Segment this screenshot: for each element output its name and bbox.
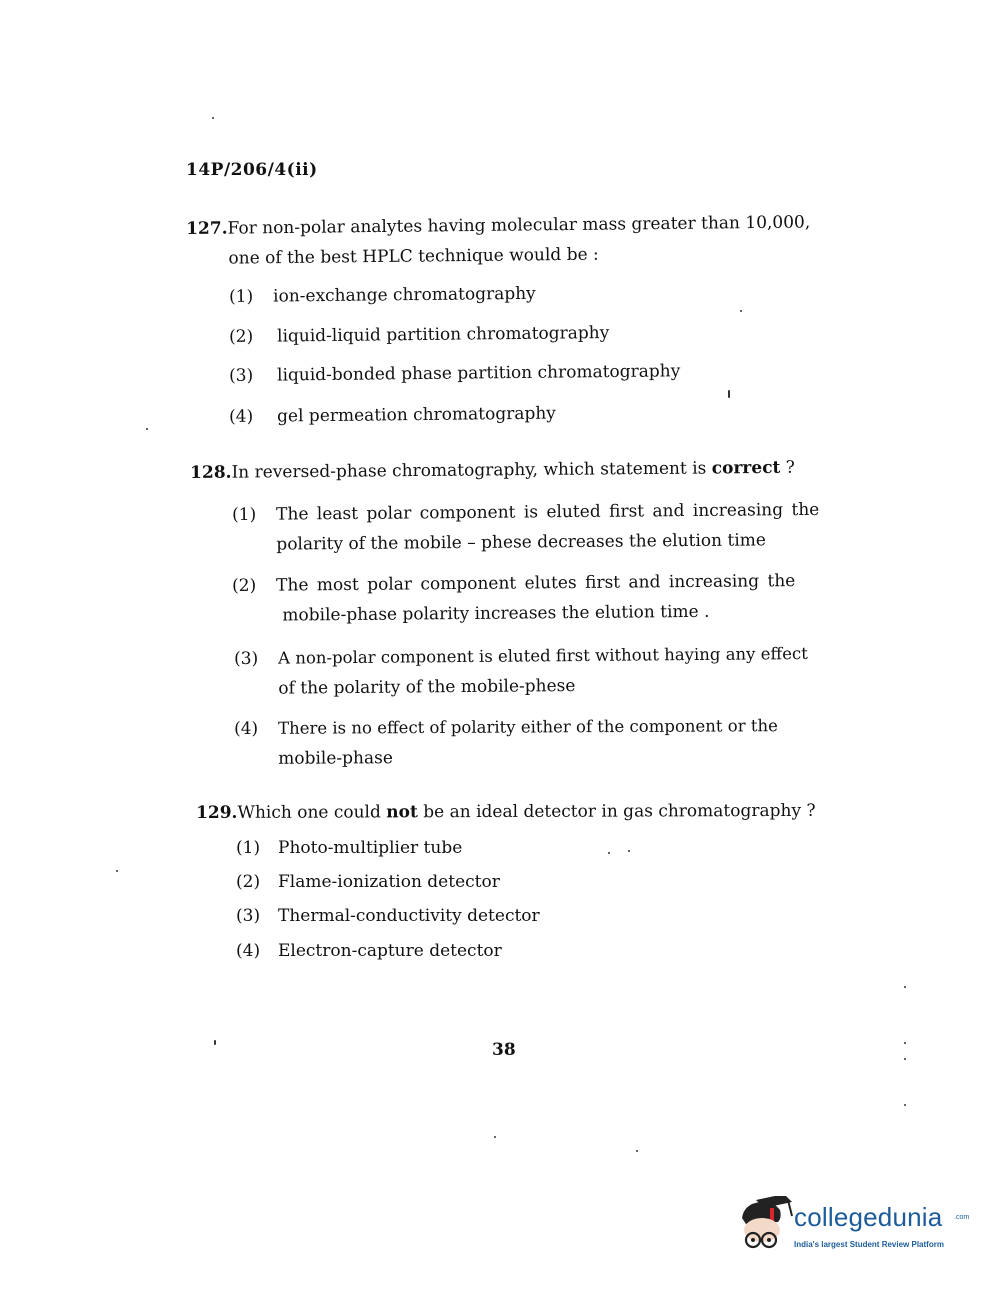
scan-speck xyxy=(904,1104,906,1106)
option-129-2: (2) Flame-ionization detector xyxy=(236,872,500,892)
emphasis-correct: correct xyxy=(711,457,781,479)
scan-speck xyxy=(214,1040,216,1045)
option-127-2: (2) liquid-liquid partition chromatography xyxy=(229,323,610,347)
option-129-4: (4) Electron-capture detector xyxy=(236,941,502,961)
option-127-1: (1) ion-exchange chromatography xyxy=(229,283,536,307)
option-128-1: (1) The least polar component is eluted first and increasing the polarity of the mobile – phese decreases the elution time xyxy=(232,499,820,555)
scan-speck xyxy=(494,1136,496,1138)
question-stem-line-2: one of the best HPLC technique would be : xyxy=(228,244,599,269)
brand-name: collegedunia xyxy=(794,1202,943,1232)
question-127 xyxy=(186,207,811,274)
question-stem-line-1: For non-polar analytes having molecular mass greater than 10,000, xyxy=(227,212,811,239)
scan-speck xyxy=(904,986,906,988)
question-number: 129. xyxy=(196,802,238,823)
collegedunia-watermark xyxy=(738,1196,968,1266)
scan-speck xyxy=(628,850,630,852)
question-number: 128. xyxy=(190,462,232,483)
option-128-4: (4) There is no effect of polarity either of the component or the mobile-phase xyxy=(234,716,778,769)
brand-tagline: India's largest Student Review Platform xyxy=(794,1240,944,1249)
scan-speck xyxy=(608,852,610,854)
question-128: 128.In reversed-phase chromatography, which statement is correct ? xyxy=(190,457,795,483)
scan-speck xyxy=(212,117,214,119)
mascot-logo-icon xyxy=(738,1196,794,1266)
paper-code: 14P/206/4(ii) xyxy=(186,160,318,180)
option-129-3: (3) Thermal-conductivity detector xyxy=(236,906,540,926)
option-128-3: (3) A non-polar component is eluted first without haying any effect of the polarity of the mobile-phese xyxy=(234,643,808,699)
option-127-4: (4) gel permeation chromatography xyxy=(229,403,556,427)
option-129-1: (1) Photo-multiplier tube xyxy=(236,838,463,858)
question-number: 127. xyxy=(186,218,228,239)
scan-speck xyxy=(728,390,730,398)
scan-speck xyxy=(116,870,118,872)
brand-domain: .com xyxy=(954,1214,970,1221)
question-129: 129.Which one could not be an ideal detector in gas chromatography ? xyxy=(196,800,816,823)
emphasis-not: not xyxy=(386,802,418,823)
scan-speck xyxy=(904,1058,906,1060)
scan-speck xyxy=(146,428,148,430)
page-number: 38 xyxy=(492,1040,516,1060)
option-128-2: (2) The most polar component elutes first and increasing the mobile-phase polarity increases the elution time . xyxy=(232,571,796,626)
option-127-3: (3) liquid-bonded phase partition chromatography xyxy=(229,361,681,386)
scan-speck xyxy=(904,1042,906,1044)
scan-speck xyxy=(740,310,742,312)
scan-speck xyxy=(636,1150,638,1152)
